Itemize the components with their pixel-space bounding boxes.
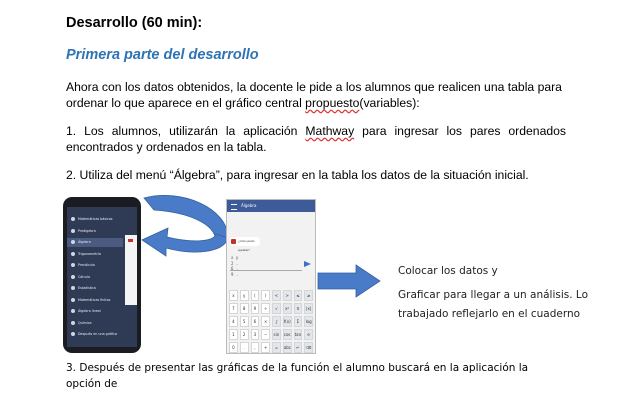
app-logo-icon (128, 239, 133, 242)
keyboard-key: log (304, 316, 313, 327)
paragraph-tabla-text: Ahora con los datos obtenidos, la docente le pide a los alumnos que realicen una tabla para ordenar lo que aparece en el gráfico central (66, 80, 562, 110)
bot-avatar-icon (231, 239, 236, 244)
keyboard-key: |x| (304, 303, 313, 314)
paragraph-tabla-end: (variables): (359, 96, 420, 110)
phone-menu-item (67, 319, 123, 328)
keyboard-key: abc (283, 342, 292, 353)
phone-menu-item (67, 215, 123, 224)
phone-menu-item (67, 296, 123, 305)
menu-bullet-icon (71, 217, 75, 221)
keyboard-key: 6 (251, 316, 260, 327)
data-table-preview (231, 255, 245, 277)
keyboard-key: ) (261, 290, 270, 301)
keyboard-key: × (261, 316, 270, 327)
keyboard-key: ÷ (261, 303, 270, 314)
keyboard-key: . (240, 342, 249, 353)
keyboard-key: − (261, 329, 270, 340)
keyboard-key: ↵ (294, 342, 303, 353)
right-arrow-graphic (316, 263, 384, 299)
keyboard-key: sin (272, 329, 281, 340)
menu-bullet-icon (71, 286, 75, 290)
keyboard-key: π (294, 303, 303, 314)
phone-menu-item (67, 284, 123, 293)
keyboard-key: + (261, 342, 270, 353)
keyboard-key: 4 (229, 316, 238, 327)
chat-text: ¿Cómo puedo ayudarte? (238, 240, 255, 252)
keyboard-key: √ (272, 303, 281, 314)
menu-bullet-icon (71, 309, 75, 313)
app-title: Álgebra (241, 203, 257, 208)
phone-menu-item-label: Álgebra (78, 240, 91, 245)
phone-menu-item (67, 261, 123, 270)
keyboard-key: Σ (294, 316, 303, 327)
phone-menu-item-label: Álgebra lineal (78, 309, 101, 314)
paragraph-mathway-end: para ingresar los pares ordenados encontrados y ordenados en la tabla. (66, 124, 566, 154)
keyboard-key: x (229, 290, 238, 301)
paragraph-tabla (66, 79, 566, 111)
menu-bullet-icon (71, 229, 75, 233)
phone-menu-item-label: Cálculo (78, 274, 91, 279)
phone-menu-item-label: Matemáticas básicas (78, 217, 113, 222)
keyboard-key: f(x) (283, 316, 292, 327)
phone-menu-item-label: Estadística (78, 286, 96, 291)
menu-bullet-icon (71, 263, 75, 267)
keyboard-key: y (240, 290, 249, 301)
keyboard-key: 3 (251, 329, 260, 340)
send-arrow-icon (304, 261, 311, 267)
phone-menu-item-label: Matemáticas finitas (78, 297, 111, 302)
right-arrow-shape (318, 265, 380, 297)
keyboard-key: x² (283, 303, 292, 314)
hamburger-icon (231, 204, 237, 210)
keyboard-key: ( (251, 290, 260, 301)
keyboard-key: ⌫ (304, 342, 313, 353)
section-heading: Desarrollo (60 min): (66, 15, 203, 31)
curved-arrow-graphic (136, 190, 236, 262)
spellcheck-word-propuesto: propuesto (305, 96, 360, 110)
menu-bullet-icon (71, 240, 75, 244)
menu-bullet-icon (71, 275, 75, 279)
instruction-graficar: Graficar para llegar a un análisis. Lo trabajado reflejarlo en el cuaderno (398, 289, 588, 320)
table-row: 2 . (231, 260, 239, 266)
menu-bullet-icon (71, 321, 75, 325)
paragraph-algebra-menu: 2. Utiliza del menú “Álgebra”, para ingresar en la tabla los datos de la situación inicial. (66, 168, 529, 182)
table-row: 6 . (231, 266, 239, 271)
phone-menu-list (67, 215, 123, 342)
keyboard-key: > (283, 290, 292, 301)
menu-bullet-icon (71, 252, 75, 256)
chat-bubble (230, 237, 260, 252)
app-title-bar (227, 200, 315, 212)
paragraph-mathway (66, 123, 566, 155)
keyboard-key: ≥ (304, 290, 313, 301)
keyboard-key: tan (294, 329, 303, 340)
phone-menu-item (67, 330, 123, 339)
phone-menu-item-label: Química (78, 320, 92, 325)
phone-menu-item (67, 307, 123, 316)
table-row: 9 . (231, 271, 239, 277)
spellcheck-word-mathway: Mathway (305, 124, 355, 138)
phone-menu-item (67, 250, 123, 259)
math-keyboard (229, 290, 313, 353)
menu-bullet-icon (71, 332, 75, 336)
keyboard-key: , (251, 342, 260, 353)
phone-menu-item-label: Trigonometría (78, 251, 101, 256)
menu-bullet-icon (71, 298, 75, 302)
phone-menu-screenshot (63, 197, 141, 353)
phone-menu-item-label: Preálgebra (78, 228, 96, 233)
keyboard-key: 5 (240, 316, 249, 327)
keyboard-key: 7 (229, 303, 238, 314)
keyboard-key: 8 (240, 303, 249, 314)
keyboard-key: 2 (240, 329, 249, 340)
phone-menu-screen (67, 207, 137, 347)
keyboard-key: = (272, 342, 281, 353)
phone-menu-item (67, 227, 123, 236)
keyboard-key: 0 (229, 342, 238, 353)
paragraph-graficas: 3. Después de presentar las gráficas de la función el alumno buscará en la aplicación la opción de (66, 362, 529, 390)
phone-menu-item (67, 238, 123, 247)
instruction-colocar-datos: Colocar los datos y (398, 265, 498, 277)
keyboard-key: e (304, 329, 313, 340)
keyboard-key: ∫ (272, 316, 281, 327)
keyboard-key: 1 (229, 329, 238, 340)
keyboard-key: < (272, 290, 281, 301)
phone-menu-item (67, 273, 123, 282)
keyboard-key: 9 (251, 303, 260, 314)
phone-menu-item-label: Después en una gráfica (78, 332, 118, 337)
paragraph-mathway-text: 1. Los alumnos, utilizarán la aplicación (66, 124, 306, 138)
phone-menu-item-label: Precálculo (78, 263, 95, 268)
phone-algebra-screenshot (226, 199, 316, 354)
keyboard-key: ≤ (294, 290, 303, 301)
keyboard-key: cos (283, 329, 292, 340)
subsection-heading: Primera parte del desarrollo (66, 47, 259, 63)
table-row: x y (231, 255, 239, 260)
